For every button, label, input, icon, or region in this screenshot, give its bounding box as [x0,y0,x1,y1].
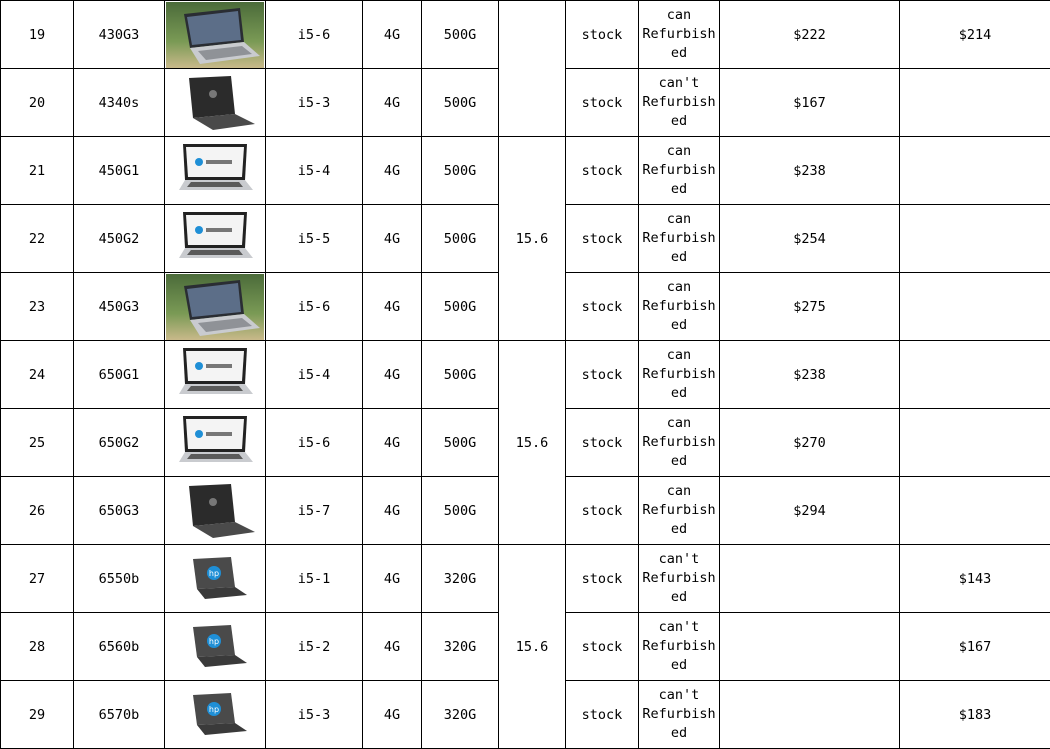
cpu-cell: i5-4 [266,341,363,409]
laptop-photo-icon [165,273,266,341]
cpu-cell: i5-6 [266,273,363,341]
ram-cell: 4G [363,545,422,613]
hp-laptop-icon [165,545,266,613]
price-alt-cell: $167 [900,613,1050,681]
price-cell [720,613,900,681]
ram-cell: 4G [363,409,422,477]
cpu-cell: i5-7 [266,477,363,545]
condition-line: can [639,414,719,433]
refurbish-condition-cell [639,409,720,477]
ram-cell: 4G [363,205,422,273]
condition-line: can [639,210,719,229]
row-number-cell: 29 [1,681,74,749]
refurbish-condition-cell [639,341,720,409]
row-number-cell: 23 [1,273,74,341]
condition-line: ed [639,44,719,63]
refurbish-condition-cell [639,1,720,69]
condition-line: ed [639,384,719,403]
refurbish-condition-cell [639,477,720,545]
hdd-cell: 320G [422,681,499,749]
price-alt-cell: $214 [900,1,1050,69]
condition-line: can [639,6,719,25]
refurbish-condition-cell [639,137,720,205]
row-number-cell: 19 [1,1,74,69]
condition-line: ed [639,656,719,675]
price-cell [720,681,900,749]
refurbish-condition-cell [639,681,720,749]
status-cell: stock [566,137,639,205]
row-number-cell: 26 [1,477,74,545]
table-row [1,545,1050,613]
model-cell: 6570b [74,681,165,749]
condition-line: can [639,346,719,365]
hdd-cell: 500G [422,477,499,545]
cpu-cell: i5-3 [266,681,363,749]
screen-size-cell: 15.6 [499,545,566,749]
laptop-photo-icon [165,1,266,69]
status-cell: stock [566,1,639,69]
ram-cell: 4G [363,681,422,749]
screen-size-cell [499,1,566,137]
condition-line: Refurbish [639,93,719,112]
ram-cell: 4G [363,273,422,341]
condition-line: can't [639,550,719,569]
price-cell: $167 [720,69,900,137]
status-cell: stock [566,409,639,477]
condition-line: can [639,278,719,297]
hdd-cell: 500G [422,1,499,69]
hdd-cell: 500G [422,137,499,205]
status-cell: stock [566,613,639,681]
status-cell: stock [566,205,639,273]
refurbish-condition-cell [639,273,720,341]
condition-line: can [639,142,719,161]
laptop-dark-icon [165,477,266,545]
model-cell: 6550b [74,545,165,613]
refurbish-condition-cell [639,69,720,137]
price-alt-cell: $183 [900,681,1050,749]
ram-cell: 4G [363,341,422,409]
table-row [1,341,1050,409]
model-cell: 450G2 [74,205,165,273]
condition-line: Refurbish [639,297,719,316]
svg-text:hp: hp [209,705,219,714]
condition-line: ed [639,112,719,131]
row-number-cell: 28 [1,613,74,681]
hp-laptop-icon [165,613,266,681]
row-number-cell: 21 [1,137,74,205]
condition-line: can [639,482,719,501]
condition-line: can't [639,74,719,93]
row-number-cell: 24 [1,341,74,409]
price-alt-cell [900,205,1050,273]
hp-laptop-icon [165,681,266,749]
row-number-cell: 25 [1,409,74,477]
cpu-cell: i5-3 [266,69,363,137]
probook-450-icon [165,137,266,205]
condition-line: ed [639,588,719,607]
price-cell: $294 [720,477,900,545]
status-cell: stock [566,545,639,613]
svg-text:hp: hp [209,637,219,646]
model-cell: 650G1 [74,341,165,409]
status-cell: stock [566,341,639,409]
screen-size-cell: 15.6 [499,137,566,341]
price-alt-cell [900,409,1050,477]
price-alt-cell [900,477,1050,545]
condition-line: can't [639,686,719,705]
cpu-cell: i5-5 [266,205,363,273]
svg-text:hp: hp [209,569,219,578]
hdd-cell: 500G [422,273,499,341]
price-alt-cell [900,341,1050,409]
cpu-cell: i5-4 [266,137,363,205]
row-number-cell: 27 [1,545,74,613]
row-number-cell: 20 [1,69,74,137]
table-row [1,137,1050,205]
cpu-cell: i5-6 [266,1,363,69]
condition-line: Refurbish [639,637,719,656]
table-row [1,1,1050,69]
model-cell: 650G2 [74,409,165,477]
model-cell: 450G1 [74,137,165,205]
condition-line: ed [639,316,719,335]
condition-line: ed [639,520,719,539]
price-alt-cell [900,137,1050,205]
model-cell: 650G3 [74,477,165,545]
screen-size-cell: 15.6 [499,341,566,545]
price-cell [720,545,900,613]
condition-line: Refurbish [639,161,719,180]
refurbish-condition-cell [639,205,720,273]
refurbish-condition-cell [639,613,720,681]
model-cell: 4340s [74,69,165,137]
ram-cell: 4G [363,477,422,545]
price-cell: $275 [720,273,900,341]
status-cell: stock [566,69,639,137]
model-cell: 430G3 [74,1,165,69]
price-cell: $222 [720,1,900,69]
hdd-cell: 500G [422,205,499,273]
laptop-dark-icon [165,69,266,137]
price-cell: $270 [720,409,900,477]
hdd-cell: 320G [422,613,499,681]
refurbish-condition-cell [639,545,720,613]
condition-line: Refurbish [639,365,719,384]
probook-650-icon [165,341,266,409]
ram-cell: 4G [363,1,422,69]
cpu-cell: i5-6 [266,409,363,477]
condition-line: Refurbish [639,569,719,588]
status-cell: stock [566,681,639,749]
condition-line: ed [639,452,719,471]
condition-line: ed [639,180,719,199]
cpu-cell: i5-1 [266,545,363,613]
price-alt-cell: $143 [900,545,1050,613]
condition-line: Refurbish [639,433,719,452]
price-cell: $238 [720,341,900,409]
condition-line: Refurbish [639,501,719,520]
model-cell: 450G3 [74,273,165,341]
hdd-cell: 500G [422,69,499,137]
condition-line: can't [639,618,719,637]
price-alt-cell [900,69,1050,137]
price-alt-cell [900,273,1050,341]
row-number-cell: 22 [1,205,74,273]
price-cell: $238 [720,137,900,205]
hdd-cell: 500G [422,409,499,477]
hdd-cell: 500G [422,341,499,409]
status-cell: stock [566,273,639,341]
ram-cell: 4G [363,137,422,205]
condition-line: Refurbish [639,229,719,248]
condition-line: ed [639,724,719,743]
condition-line: ed [639,248,719,267]
hdd-cell: 320G [422,545,499,613]
ram-cell: 4G [363,613,422,681]
price-cell: $254 [720,205,900,273]
status-cell: stock [566,477,639,545]
ram-cell: 4G [363,69,422,137]
cpu-cell: i5-2 [266,613,363,681]
probook-450-icon [165,205,266,273]
model-cell: 6560b [74,613,165,681]
condition-line: Refurbish [639,705,719,724]
probook-650-icon [165,409,266,477]
condition-line: Refurbish [639,25,719,44]
